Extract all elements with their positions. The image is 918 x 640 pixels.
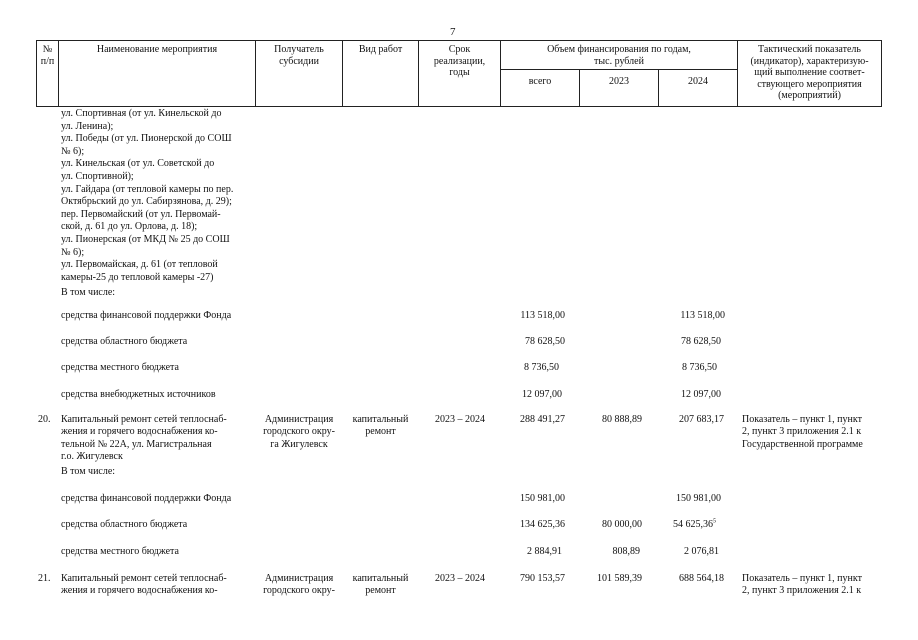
table-top-border: [36, 40, 882, 41]
item-recipient: Администрация городского окру- га Жигулевск: [263, 414, 335, 450]
list-item: средства местного бюджета: [61, 362, 179, 373]
continued-street-list: ул. Спортивная (от ул. Кинельской до ул. Ленина); ул. Победы (от ул. Пионерской до СОШ № 6); ул. Кинельская (от ул. Советской до ул. Спортивной); ул. Гайдара (от тепловой камеры по пер. Октябрьский до ул. Сабирзянова, д. 29); пер. Первомайский (от ул. Первомай- ской, д. 61 до ул. Орлова, д. 18); ул. Пионерская (от МКД № 25 до СОШ № 6); ул. Первомайская, д. 61 (от тепловой камеры-25 до тепловой камеры -27): [61, 108, 234, 283]
item-work-type: капитальный ремонт: [352, 414, 409, 438]
header-2024: 2024: [688, 76, 708, 87]
including-label: В том числе:: [61, 466, 116, 477]
header-recipient: Получатель субсидии: [274, 44, 324, 67]
header-funding: Объем финансирования по годам, тыс. рублей: [547, 44, 691, 67]
funding-subheader-line: [500, 69, 737, 70]
item-term: 2023 – 2024: [435, 414, 485, 425]
cell-total: 8 736,50: [524, 362, 559, 373]
item-2024: 207 683,17: [679, 414, 724, 425]
item-work-type: капитальный ремонт: [352, 573, 409, 597]
including-label: В том числе:: [61, 287, 116, 298]
item-number: 20.: [38, 414, 51, 425]
item-name: Капитальный ремонт сетей теплоснаб- жения и горячего водоснабжения ко-: [61, 573, 227, 597]
cell-2024: 2 076,81: [684, 546, 719, 557]
cell-total: 113 518,00: [520, 310, 565, 321]
header-total: всего: [528, 76, 552, 87]
item-total: 790 153,57: [520, 573, 565, 584]
col-border-right: [881, 40, 882, 107]
header-2023: 2023: [609, 76, 629, 87]
cell-2023: 808,89: [612, 546, 640, 557]
cell-total: 134 625,36: [520, 519, 565, 530]
item-2023: 101 589,39: [597, 573, 642, 584]
cell-2024: 150 981,00: [676, 493, 721, 504]
cell-2023: 80 000,00: [602, 519, 642, 530]
cell-total: 2 884,91: [527, 546, 562, 557]
item-2023: 80 888,89: [602, 414, 642, 425]
cell-2024: [673, 519, 733, 531]
list-item: средства финансовой поддержки Фонда: [61, 310, 232, 321]
page-number: 7: [450, 26, 456, 38]
cell-total: 78 628,50: [525, 336, 565, 347]
list-item: средства областного бюджета: [61, 519, 188, 530]
list-item: средства местного бюджета: [61, 546, 179, 557]
item-indicator: Показатель – пункт 1, пункт 2, пункт 3 приложения 2.1 к: [742, 573, 862, 597]
cell-2024: 113 518,00: [680, 310, 725, 321]
cell-2024-value: 54 625,36: [673, 519, 713, 530]
cell-2024: 12 097,00: [681, 389, 721, 400]
header-name: Наименование мероприятия: [96, 44, 218, 55]
header-term: Срок реализации, годы: [433, 44, 486, 78]
cell-total: 12 097,00: [522, 389, 562, 400]
footnote-mark: 5: [713, 518, 716, 525]
list-item: средства областного бюджета: [61, 336, 188, 347]
cell-total: 150 981,00: [520, 493, 565, 504]
header-bottom-border: [36, 106, 882, 107]
list-item: средства внебюджетных источников: [61, 389, 216, 400]
item-recipient: Администрация городского окру-: [263, 573, 335, 597]
item-total: 288 491,27: [520, 414, 565, 425]
header-num: № п/п: [40, 44, 55, 67]
cell-2024: 8 736,50: [682, 362, 717, 373]
cell-2024: 78 628,50: [681, 336, 721, 347]
header-indicator: Тактический показатель (индикатор), характеризую- щий выполнение соответ- ствующего мероприятия (мероприятий): [750, 44, 869, 101]
header-work-type: Вид работ: [358, 44, 403, 55]
item-name: Капитальный ремонт сетей теплоснаб- жения и горячего водоснабжения ко- тельной № 22А, ул. Магистральная г.о. Жигулевск: [61, 414, 227, 463]
item-2024: 688 564,18: [679, 573, 724, 584]
list-item: средства финансовой поддержки Фонда: [61, 493, 232, 504]
item-number: 21.: [38, 573, 51, 584]
item-indicator: Показатель – пункт 1, пункт 2, пункт 3 приложения 2.1 к Государственной программе: [742, 414, 863, 450]
item-term: 2023 – 2024: [435, 573, 485, 584]
